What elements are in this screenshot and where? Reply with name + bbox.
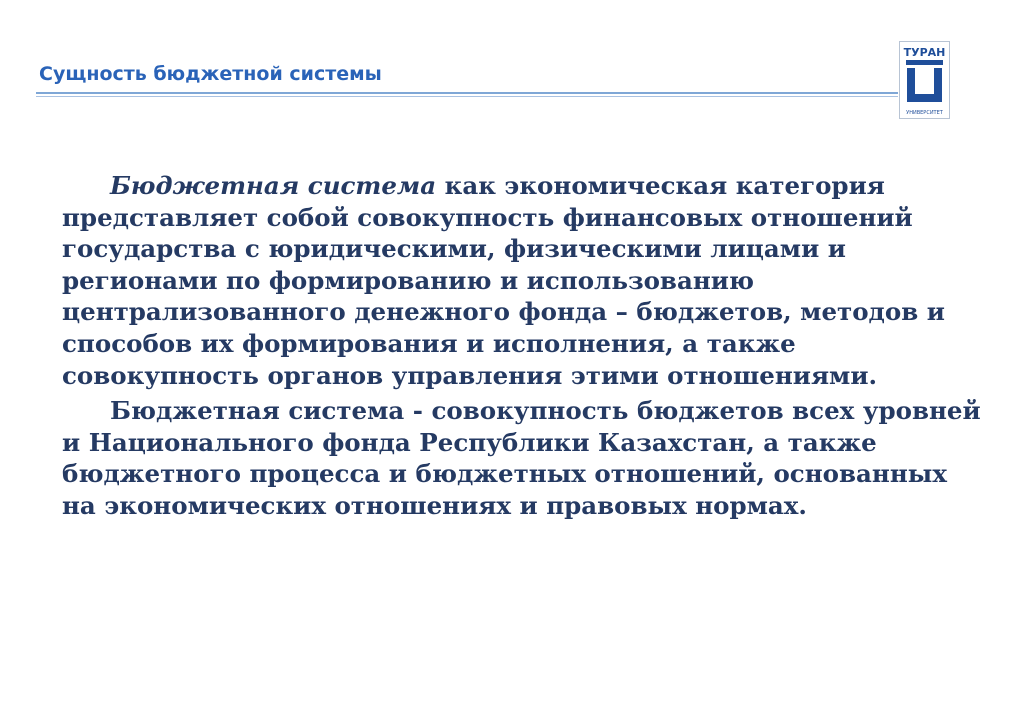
- title-divider-thin: [36, 96, 898, 97]
- slide-title: Сущность бюджетной системы: [39, 63, 382, 85]
- legal-definition-paragraph: Бюджетная система - совокупность бюджетов всех уровней и Национального фонда Республики Казахстан, а также бюджетного процесса и бюджетных отношений, основанных на экономических отношениях и правовых нормах.: [62, 396, 981, 520]
- definition-paragraph: [62, 170, 982, 391]
- logo-subtext: УНИВЕРСИТЕТ: [906, 110, 943, 116]
- slide-body: [62, 170, 982, 522]
- definition-text: как экономическая категория представляет собой совокупность финансовых отношений государства с юридическими, физическими лицами и регионами по формированию и использованию централизованного денежного фонда – бюджетов, методов и способов их формирования и исполнения, а также совокупность органов управления этими отношениями.: [62, 171, 945, 390]
- title-divider: [36, 92, 898, 94]
- logo-wordmark: ТУРАН: [903, 46, 946, 59]
- university-logo: [899, 41, 950, 119]
- term-emphasis: Бюджетная система: [110, 171, 437, 200]
